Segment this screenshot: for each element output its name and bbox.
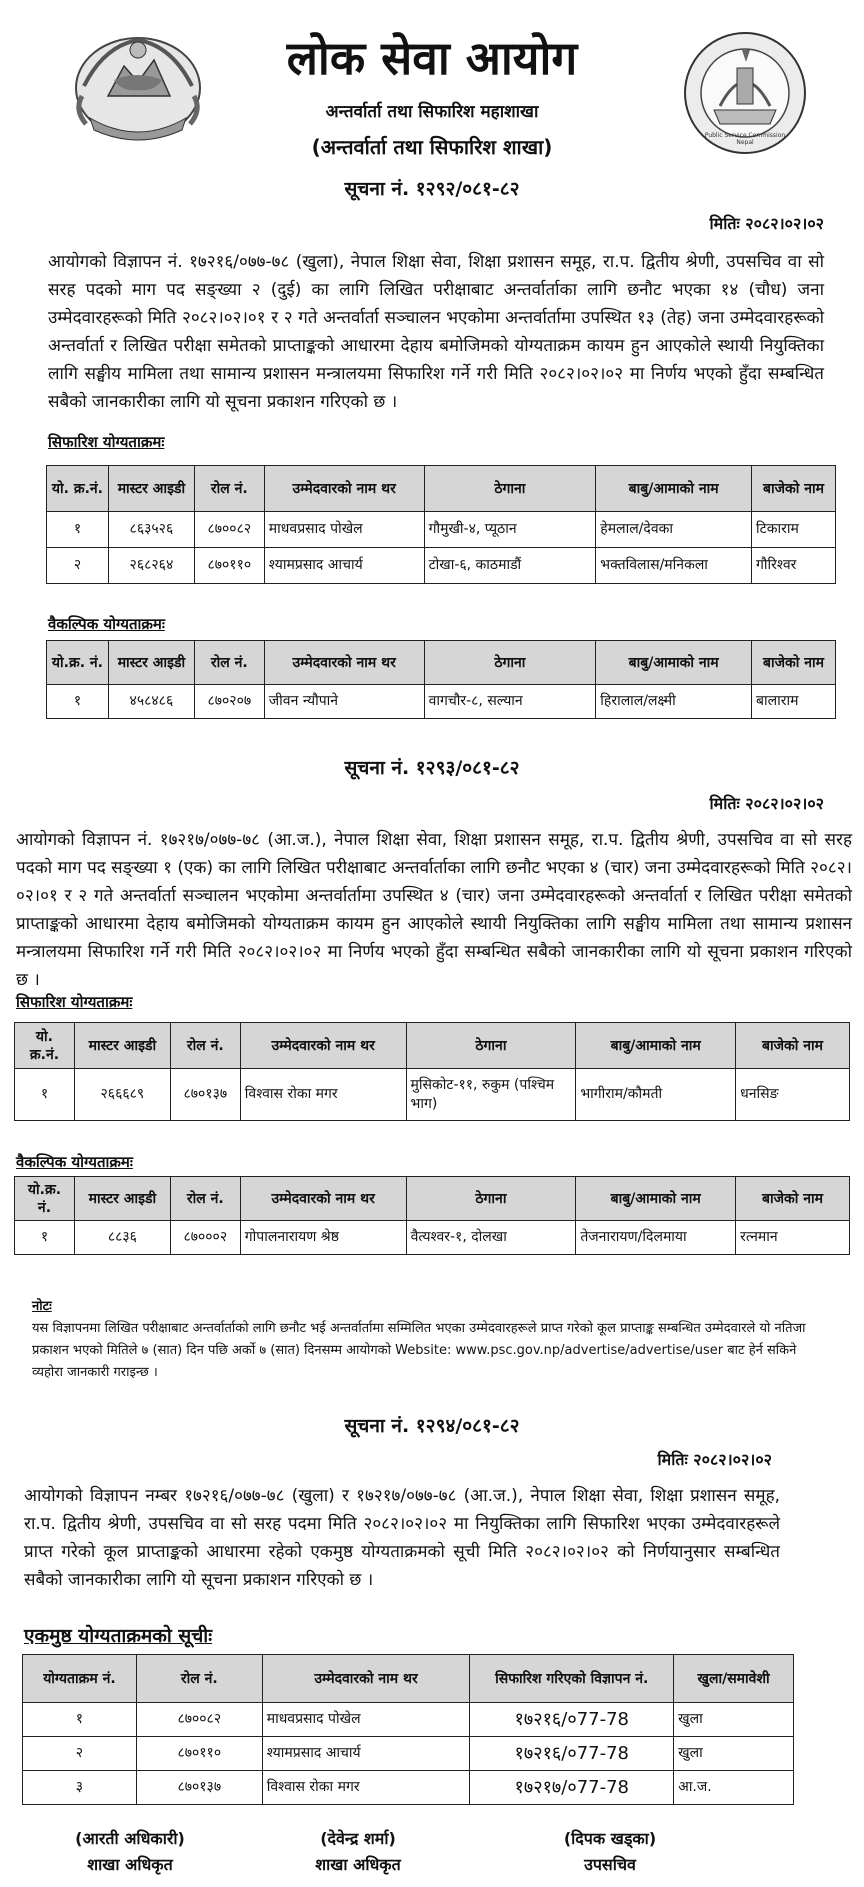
cell-serial: १ — [15, 1221, 75, 1255]
cell-roll: ८७०२०७ — [194, 685, 264, 719]
col-header-parents: बाबु/आमाको नाम — [576, 1023, 736, 1069]
table-header-row — [23, 1655, 794, 1703]
cell-roll: ८७०१३७ — [136, 1771, 262, 1805]
cell-address: वागचौर-८, सल्यान — [424, 685, 596, 719]
notice-1-alternate-table — [46, 640, 836, 719]
table-row — [23, 1703, 794, 1737]
cell-parents: भागीराम/कौमती — [576, 1069, 736, 1121]
col-header-grandfather: बाजेको नाम — [752, 641, 836, 685]
cell-serial: २ — [47, 548, 109, 584]
col-header-serial: यो.क्र. नं. — [15, 1177, 75, 1221]
table-row — [15, 1221, 850, 1255]
col-header-roll: रोल नं. — [194, 641, 264, 685]
col-header-parents: बाबु/आमाको नाम — [596, 466, 752, 512]
notice-3-body: आयोगको विज्ञापन नम्बर १७२१६/०७७-७८ (खुला) र १७२१७/०७७-७८ (आ.ज.), नेपाल शिक्षा सेवा, शिक्षा प्रशासन समूह, रा.प. द्वितीय श्रेणी, उपसचिव वा सो सरह पदमा मिति २०८२।०२।०२ मा नियुक्तिका लागि सिफारिश भएका उम्मेदवारहरूले प्राप्त गरेको कूल प्राप्ताङ्कको आधारमा रहेको एकमुष्ठ योग्यताक्रमको सूची मिति २०८२।०२।०२ को निर्णयानुसार सम्बन्धित सबैको जानकारीका लागि यो सूचना प्रकाशन गरिएको छ । — [24, 1486, 780, 1590]
notice-1-date: मितिः २०८२।०२।०२ — [709, 214, 824, 233]
cell-roll: ८७०११० — [194, 548, 264, 584]
cell-roll: ८७०००२ — [170, 1221, 240, 1255]
cell-address: वैत्यश्वर-१, दोलखा — [406, 1221, 576, 1255]
cell-name: जीवन न्यौपाने — [264, 685, 424, 719]
cell-parents: भक्तविलास/मनिकला — [596, 548, 752, 584]
signature-block-1 — [40, 1826, 220, 1878]
cell-grandfather: धनसिङ — [736, 1069, 850, 1121]
cell-merit-no: २ — [23, 1737, 137, 1771]
signatory-name: (देवेन्द्र शर्मा) — [320, 1829, 396, 1848]
notice-3-date: मितिः २०८२।०२।०२ — [657, 1450, 772, 1469]
table-row — [47, 512, 836, 548]
cell-name: श्यामप्रसाद आचार्य — [264, 548, 424, 584]
cell-serial: १ — [15, 1069, 75, 1121]
cell-grandfather: बालाराम — [752, 685, 836, 719]
cell-master-id: ८८३६ — [74, 1221, 170, 1255]
col-header-address: ठेगाना — [424, 466, 596, 512]
cell-grandfather: रत्नमान — [736, 1221, 850, 1255]
signature-block-3 — [520, 1826, 700, 1878]
notice-1-body: आयोगको विज्ञापन नं. १७२१६/०७७-७८ (खुला), नेपाल शिक्षा सेवा, शिक्षा प्रशासन समूह, रा.प. द्वितीय श्रेणी, उपसचिव वा सो सरह पदको माग पद सङ्ख्या २ (दुई) का लागि लिखित परीक्षाबाट अन्तर्वार्ताका लागि छनौट भएका १४ (चौध) जना उम्मेदवारहरूको मिति २०८२।०२।०१ र २ गते अन्तर्वार्ता सञ्चालन भएकोमा अन्तर्वार्तामा उपस्थित १३ (तेह) जना उम्मेदवारहरूको अन्तर्वार्ता र लिखित परीक्षा समेतको प्राप्ताङ्कको आधारमा देहाय बमोजिमको योग्यताक्रम कायम हुन आएकोले स्थायी नियुक्तिका लागि सङ्घीय मामिला तथा सामान्य प्रशासन मन्त्रालयमा सिफारिश गर्ने गरी मिति २०८२।०२।०२ मा निर्णय भएको हुँदा सम्बन्धित सबैको जानकारीका लागि यो सूचना प्रकाशन गरिएको छ । — [48, 252, 824, 412]
col-header-roll: रोल नं. — [170, 1023, 240, 1069]
col-header-grandfather: बाजेको नाम — [752, 466, 836, 512]
note-text: यस विज्ञापनमा लिखित परीक्षाबाट अन्तर्वार्ताको लागि छनौट भई अन्तर्वार्तामा सम्मिलित भएका उम्मेदवारहरूले प्राप्त गरेको कूल प्राप्ताङ्क सम्बन्धित उम्मेदवारले यो नतिजा प्रकाशन भएको मितिले ७ (सात) दिन पछि अर्को ७ (सात) दिनसम्म आयोगको Website: www.psc.gov.np/advertise/advertise/user बाट हेर्न सकिने व्यहोरा जानकारी गराइन्छ । — [32, 1321, 806, 1380]
col-header-category: खुला/समावेशी — [674, 1655, 794, 1703]
col-header-name: उम्मेदवारको नाम थर — [262, 1655, 470, 1703]
signatory-name: (आरती अधिकारी) — [75, 1829, 185, 1848]
notice-1-number: सूचना नं. १२९२/०८१-८२ — [344, 178, 520, 200]
cell-roll: ८७०१३७ — [170, 1069, 240, 1121]
col-header-name: उम्मेदवारको नाम थर — [240, 1023, 406, 1069]
consolidated-merit-table — [22, 1654, 794, 1805]
table-row — [15, 1069, 850, 1121]
cell-parents: हेमलाल/देवका — [596, 512, 752, 548]
col-header-address: ठेगाना — [406, 1023, 576, 1069]
col-header-grandfather: बाजेको नाम — [736, 1023, 850, 1069]
cell-category: खुला — [674, 1703, 794, 1737]
cell-master-id: ४५८४८६ — [108, 685, 194, 719]
signatory-title: शाखा अधिकृत — [87, 1855, 173, 1874]
notice-1-alternate-label: वैकल्पिक योग्यताक्रमः — [48, 615, 165, 633]
cell-serial: १ — [47, 512, 109, 548]
col-header-serial: यो.क्र. नं. — [47, 641, 109, 685]
col-header-merit-no: योग्यताक्रम नं. — [23, 1655, 137, 1703]
table-row — [23, 1771, 794, 1805]
division-name: अन्तर्वार्ता तथा सिफारिश महाशाखा — [325, 102, 539, 122]
notice-1-recommended-label: सिफारिश योग्यताक्रमः — [48, 433, 165, 451]
cell-address: मुसिकोट-११, रुकुम (पश्चिम भाग) — [406, 1069, 576, 1121]
cell-roll: ८७००८२ — [194, 512, 264, 548]
col-header-roll: रोल नं. — [170, 1177, 240, 1221]
cell-name: गोपालनारायण श्रेष्ठ — [240, 1221, 406, 1255]
signature-block-2 — [268, 1826, 448, 1878]
cell-name: माधवप्रसाद पोखेल — [262, 1703, 470, 1737]
table-row — [47, 548, 836, 584]
signatory-title: शाखा अधिकृत — [315, 1855, 401, 1874]
cell-advertisement: १७२१६/०77-78 — [470, 1737, 674, 1771]
col-header-address: ठेगाना — [406, 1177, 576, 1221]
cell-address: गौमुखी-४, प्यूठान — [424, 512, 596, 548]
cell-roll: ८७०११० — [136, 1737, 262, 1771]
cell-merit-no: १ — [23, 1703, 137, 1737]
notice-2-alternate-table — [14, 1176, 850, 1255]
cell-address: टोखा-६, काठमाडौं — [424, 548, 596, 584]
cell-master-id: २६६६८९ — [74, 1069, 170, 1121]
table-row — [23, 1737, 794, 1771]
col-header-parents: बाबु/आमाको नाम — [576, 1177, 736, 1221]
notice-2-number: सूचना नं. १२९३/०८१-८२ — [344, 757, 520, 779]
table-header-row — [47, 641, 836, 685]
col-header-grandfather: बाजेको नाम — [736, 1177, 850, 1221]
signatory-name: (दिपक खड्का) — [563, 1829, 657, 1848]
col-header-master-id: मास्टर आइडी — [108, 466, 194, 512]
cell-parents: तेजनारायण/दिलमाया — [576, 1221, 736, 1255]
col-header-name: उम्मेदवारको नाम थर — [240, 1177, 406, 1221]
cell-grandfather: गौरिश्वर — [752, 548, 836, 584]
cell-name: विश्वास रोका मगर — [240, 1069, 406, 1121]
notice-2-alternate-label: वैकल्पिक योग्यताक्रमः — [16, 1153, 133, 1171]
cell-master-id: २६८२६४ — [108, 548, 194, 584]
col-header-master-id: मास्टर आइडी — [74, 1177, 170, 1221]
psc-seal-text: Public Service Commission Nepal — [704, 132, 786, 146]
psc-seal-logo — [680, 28, 810, 158]
table-header-row — [47, 466, 836, 512]
col-header-name: उम्मेदवारको नाम थर — [264, 466, 424, 512]
cell-roll: ८७००८२ — [136, 1703, 262, 1737]
cell-name: माधवप्रसाद पोखेल — [264, 512, 424, 548]
col-header-serial: यो. क्र.नं. — [15, 1023, 75, 1069]
page-title: लोक सेवा आयोग — [286, 31, 578, 85]
table-header-row — [15, 1177, 850, 1221]
cell-advertisement: १७२१६/०77-78 — [470, 1703, 674, 1737]
cell-parents: हिरालाल/लक्ष्मी — [596, 685, 752, 719]
signatory-title: उपसचिव — [584, 1855, 636, 1874]
notice-1-recommended-table — [46, 465, 836, 584]
col-header-master-id: मास्टर आइडी — [108, 641, 194, 685]
cell-merit-no: ३ — [23, 1771, 137, 1805]
notice-2-recommended-label: सिफारिश योग्यताक्रमः — [16, 993, 133, 1011]
cell-serial: १ — [47, 685, 109, 719]
table-row — [47, 685, 836, 719]
col-header-address: ठेगाना — [424, 641, 596, 685]
section-name: (अन्तर्वार्ता तथा सिफारिश शाखा) — [311, 135, 553, 159]
col-header-master-id: मास्टर आइडी — [74, 1023, 170, 1069]
cell-master-id: ८६३५२६ — [108, 512, 194, 548]
notice-3-number: सूचना नं. १२९४/०८१-८२ — [344, 1415, 520, 1437]
consolidated-list-label: एकमुष्ठ योग्यताक्रमको सूचीः — [24, 1625, 213, 1647]
cell-category: आ.ज. — [674, 1771, 794, 1805]
col-header-advertisement: सिफारिश गरिएको विज्ञापन नं. — [470, 1655, 674, 1703]
notice-2-recommended-table — [14, 1022, 850, 1121]
notice-2-date: मितिः २०८२।०२।०२ — [709, 794, 824, 813]
col-header-name: उम्मेदवारको नाम थर — [264, 641, 424, 685]
nepal-emblem-logo — [64, 26, 212, 144]
col-header-parents: बाबु/आमाको नाम — [596, 641, 752, 685]
cell-name: विश्वास रोका मगर — [262, 1771, 470, 1805]
col-header-serial: यो. क्र.नं. — [47, 466, 109, 512]
col-header-roll: रोल नं. — [194, 466, 264, 512]
cell-name: श्यामप्रसाद आचार्य — [262, 1737, 470, 1771]
cell-advertisement: १७२१७/०77-78 — [470, 1771, 674, 1805]
col-header-roll: रोल नं. — [136, 1655, 262, 1703]
note-label: नोटः — [32, 1299, 52, 1314]
cell-category: खुला — [674, 1737, 794, 1771]
table-header-row — [15, 1023, 850, 1069]
cell-grandfather: टिकाराम — [752, 512, 836, 548]
notice-2-body: आयोगको विज्ञापन नं. १७२१७/०७७-७८ (आ.ज.), नेपाल शिक्षा सेवा, शिक्षा प्रशासन समूह, रा.प. द्वितीय श्रेणी, उपसचिव वा सो सरह पदको माग पद सङ्ख्या १ (एक) का लागि लिखित परीक्षाबाट अन्तर्वार्ताका लागि छनौट भएका ४ (चार) जना उम्मेदवारहरूको मिति २०८२।०२।०१ र २ गते अन्तर्वार्ता सञ्चालन भएकोमा अन्तर्वार्तामा उपस्थित ४ (चार) जना उम्मेदवारहरूको अन्तर्वार्ता र लिखित परीक्षा समेतको प्राप्ताङ्कको आधारमा देहाय बमोजिमको योग्यताक्रम कायम हुन आएकोले स्थायी नियुक्तिका लागि सङ्घीय मामिला तथा सामान्य प्रशासन मन्त्रालयमा सिफारिश गर्ने गरी मिति २०८२।०२।०२ मा निर्णय भएको हुँदा सम्बन्धित सबैको जानकारीका लागि यो सूचना प्रकाशन गरिएको छ । — [16, 830, 852, 990]
